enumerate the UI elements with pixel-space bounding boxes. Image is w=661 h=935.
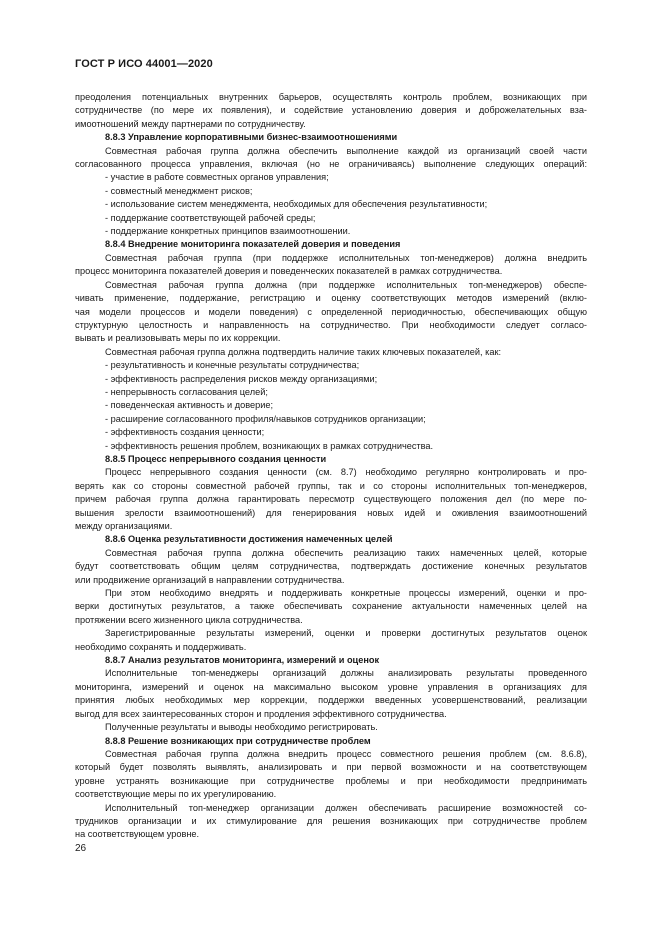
text-line: или продвижение организаций в направлении сотрудничества.: [75, 574, 345, 585]
text-line: протяжении всего жизненного цикла сотрудничества.: [75, 614, 303, 625]
text-line: уровне устранять возникающие при сотрудничестве проблемы и при необходимости предпринимать: [75, 775, 587, 786]
text-line: Исполнительный топ-менеджер организации должен обеспечивать расширение возможностей со-: [105, 802, 587, 813]
text-line: вышения зрелости взаимоотношений) для генерирования новых идей и оживления взаимоотношений: [75, 507, 587, 518]
text-line: - эффективность создания ценности;: [105, 427, 265, 438]
text-line: - поддержание соответствующей рабочей среды;: [105, 212, 316, 223]
text-line: Совместная рабочая группа должна (при поддержке исполнительных топ-менеджеров) обеспе-: [105, 279, 587, 290]
text-line: Совместная рабочая группа должна обеспечить реализацию таких намеченных целей, которые: [105, 547, 587, 558]
text-line: - эффективность решения проблем, возникающих в рамках сотрудничества.: [105, 440, 434, 451]
section-heading: 8.8.5 Процесс непрерывного создания ценности: [105, 453, 327, 464]
text-line: будут соответствовать общим целям сотрудничества, подтверждать достижение конечных результатов: [75, 561, 587, 572]
text-line: Полученные результаты и выводы необходимо регистрировать.: [105, 722, 378, 733]
text-line: чивать применение, поддержание, регистрацию и оценку соответствующих методов измерений (вклю-: [75, 293, 587, 304]
text-line: мониторинга, измерений и оценок на максимально высоком уровне управления в организациях для: [75, 681, 587, 692]
text-line: причем рабочая группа должна гарантировать пересмотр существующего положения дел (по мере по-: [75, 494, 587, 505]
text-line: необходимо сохранять и поддерживать.: [75, 641, 247, 652]
text-line: - результативность и конечные результаты сотрудничества;: [105, 360, 360, 371]
text-line: - совместный менеджмент рисков;: [105, 185, 253, 196]
page-number: 26: [75, 843, 87, 854]
text-line: процесс мониторинга показателей доверия и поведенческих показателей в рамках сотрудничества.: [75, 266, 503, 277]
text-line: - непрерывность согласования целей;: [105, 386, 268, 397]
text-line: трудников организации и их стимулирование для решения возникающих при сотрудничестве проблем: [75, 815, 587, 826]
text-line: Совместная рабочая группа должна подтвердить наличие таких ключевых показателей, как:: [105, 346, 502, 357]
section-heading: 8.8.7 Анализ результатов мониторинга, измерений и оценок: [105, 655, 380, 666]
text-line: верять как со стороны совместной рабочей группы, так и со стороны исполнительных топ-менеджеров,: [75, 480, 587, 491]
text-line: верки достигнутых результатов, а также обеспечивать сохранение актуальности намеченных целей на: [75, 601, 587, 612]
text-line: - поведенческая активность и доверие;: [105, 400, 273, 411]
text-line: между организациями.: [75, 521, 173, 531]
text-line: структурную целостность и направленность на сотрудничество. При необходимости следует согласо-: [75, 319, 587, 330]
document-header: ГОСТ Р ИСО 44001—2020: [75, 58, 213, 70]
text-line: При этом необходимо внедрять и поддерживать конкретные процессы измерений, оценки и про-: [105, 588, 587, 599]
text-line: - расширение согласованного профиля/навыков сотрудников организации;: [105, 413, 426, 424]
text-line: Совместная рабочая группа должна внедрить процесс совместного решения проблем (см. 8.6.8),: [105, 748, 587, 759]
text-line: который будет позволять выявлять, анализировать и при первой возможности и на соответствующем: [75, 762, 587, 773]
text-line: Зарегистрированные результаты измерений, оценки и проверки достигнутых результатов оценок: [105, 628, 587, 639]
text-line: на соответствующем уровне.: [75, 829, 200, 840]
text-line: - участие в работе совместных органов управления;: [105, 172, 329, 183]
text-line: преодоления потенциальных внутренних барьеров, осуществлять контроль проблем, возникающих при: [75, 92, 587, 102]
text-line: Совместная рабочая группа (при поддержке исполнительных топ-менеджеров) должна внедрить: [105, 252, 587, 263]
section-heading: 8.8.6 Оценка результативности достижения намеченных целей: [105, 534, 393, 545]
text-line: Процесс непрерывного создания ценности (см. 8.7) необходимо регулярно контролировать и про-: [105, 467, 587, 478]
section-heading: 8.8.8 Решение возникающих при сотрудничестве проблем: [105, 735, 371, 746]
text-line: выгод для всех заинтересованных сторон и продления эффективного сотрудничества.: [75, 708, 447, 719]
section-heading: 8.8.3 Управление корпоративными бизнес-взаимоотношениями: [105, 132, 398, 143]
text-line: сотрудничестве (по мере их появления), и содействие установлению доверия и доброжелательных вза-: [75, 105, 587, 116]
section-heading: 8.8.4 Внедрение мониторинга показателей доверия и поведения: [105, 239, 401, 250]
text-line: согласованного процесса управления, включая (но не ограничиваясь) выполнение следующих операций:: [75, 159, 587, 170]
text-line: чая модели процессов и модели поведения) с определенной периодичностью, обеспечивающих общую: [75, 306, 587, 317]
text-line: - использование систем менеджмента, необходимых для обеспечения результативности;: [105, 199, 488, 210]
text-line: Исполнительные топ-менеджеры организаций должны анализировать результаты проведенного: [105, 668, 587, 679]
text-line: соответствующие меры по их урегулированию.: [75, 789, 277, 800]
text-line: - поддержание конкретных принципов взаимоотношении.: [105, 226, 351, 237]
text-line: имоотношений между партнерами по сотрудничеству.: [75, 118, 306, 129]
text-line: принятия любых необходимых мер коррекции, поддержки введенных усовершенствований, реализации: [75, 695, 587, 706]
text-line: Совместная рабочая группа должна обеспечить выполнение каждой из организаций своей части: [105, 145, 587, 156]
text-line: вывать и реализовывать меры по их коррекции.: [75, 333, 281, 344]
document-body: [75, 91, 587, 842]
text-line: - эффективность распределения рисков между организациями;: [105, 373, 378, 384]
